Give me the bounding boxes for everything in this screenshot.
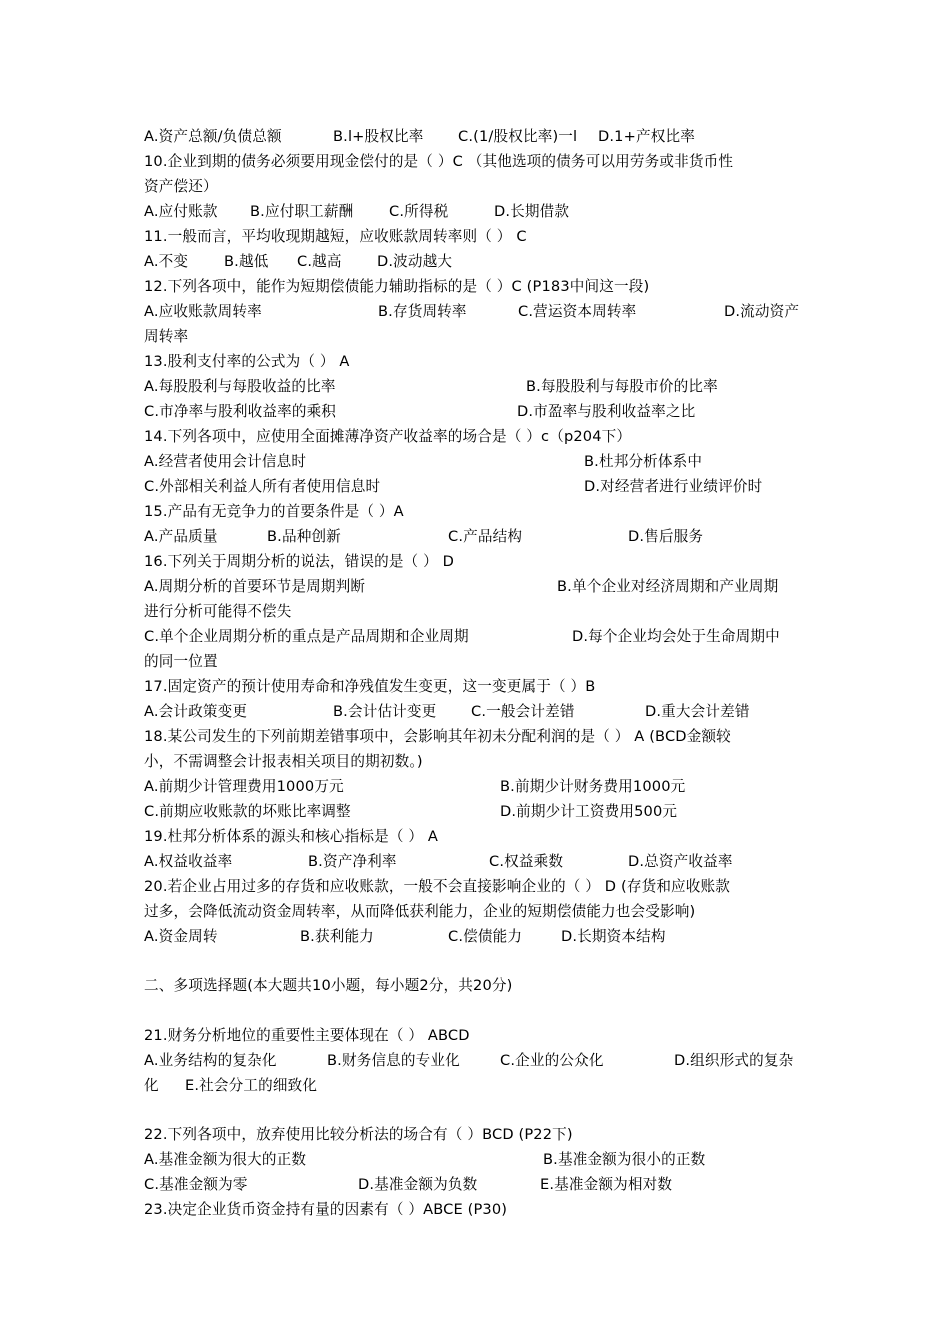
- option-b: B.每股股利与每股市价的比率: [526, 378, 718, 395]
- option-b: B.资产净利率: [308, 853, 397, 870]
- option-c: C.外部相关利益人所有者使用信息时: [144, 478, 381, 495]
- option-b: B.前期少计财务费用1000元: [500, 778, 686, 795]
- option-a: A.经营者使用会计信息时: [144, 453, 307, 470]
- option-d-cont: 周转率: [144, 328, 189, 345]
- option-d: D.对经营者进行业绩评价时: [584, 478, 763, 495]
- option-c: C.市净率与股利收益率的乘积: [144, 403, 337, 420]
- question-17: 17.固定资产的预计使用寿命和净残值发生变更，这一变更属于（ ）B: [144, 678, 596, 695]
- option-c: C.一般会计差错: [471, 703, 575, 720]
- option-a: A.应收账款周转率: [144, 303, 262, 320]
- option-c: C.单个企业周期分析的重点是产品周期和企业周期: [144, 628, 469, 645]
- question-22: 22.下列各项中，放弃使用比较分析法的场合有（ ）BCD (P22下): [144, 1126, 573, 1143]
- question-21: 21.财务分析地位的重要性主要体现在（ ） ABCD: [144, 1027, 470, 1044]
- question-14: 14.下列各项中，应使用全面摊薄净资产收益率的场合是（ ）c（p204下）: [144, 428, 632, 445]
- option-d-cont: 的同一位置: [144, 653, 218, 670]
- option-c: C.(1/股权比率)一l: [458, 128, 578, 145]
- option-b-cont: 进行分析可能得不偿失: [144, 603, 292, 620]
- option-a: A.周期分析的首要环节是周期判断: [144, 578, 366, 595]
- option-e: E.基准金额为相对数: [540, 1176, 673, 1193]
- question-18: 18.某公司发生的下列前期差错事项中，会影响其年初未分配利润的是（ ） A (BCD金额较: [144, 728, 731, 745]
- option-b: B.杜邦分析体系中: [584, 453, 703, 470]
- option-b: B.会计估计变更: [333, 703, 437, 720]
- option-b: B.基准金额为很小的正数: [543, 1151, 706, 1168]
- option-d: D.市盈率与股利收益率之比: [517, 403, 696, 420]
- option-a: A.每股股利与每股收益的比率: [144, 378, 336, 395]
- question-13: 13.股利支付率的公式为（ ） A: [144, 353, 350, 370]
- option-a: A.权益收益率: [144, 853, 233, 870]
- option-e: E.社会分工的细致化: [185, 1077, 318, 1094]
- option-c: C.营运资本周转率: [518, 303, 637, 320]
- question-19: 19.杜邦分析体系的源头和核心指标是（ ） A: [144, 828, 439, 845]
- option-c: C.偿债能力: [448, 928, 523, 945]
- question-20-cont: 过多，会降低流动资金周转率，从而降低获利能力，企业的短期偿债能力也会受影响): [144, 903, 696, 920]
- option-d: D.组织形式的复杂: [674, 1052, 794, 1069]
- option-a: A.应付账款: [144, 203, 218, 220]
- option-d: D.总资产收益率: [628, 853, 733, 870]
- option-a: A.资产总额/负债总额: [144, 128, 282, 145]
- option-b: B.存货周转率: [378, 303, 467, 320]
- option-b: B.l+股权比率: [333, 128, 424, 145]
- option-c: C.越高: [297, 253, 342, 270]
- option-d: D.长期借款: [494, 203, 570, 220]
- section-title: 二、多项选择题(本大题共10小题，每小题2分，共20分): [144, 977, 513, 994]
- option-d: D.流动资产: [724, 303, 800, 320]
- option-d-cont: 化: [144, 1077, 159, 1094]
- option-a: A.业务结构的复杂化: [144, 1052, 277, 1069]
- option-c: C.所得税: [389, 203, 449, 220]
- option-c: C.产品结构: [448, 528, 523, 545]
- option-a: A.基准金额为很大的正数: [144, 1151, 307, 1168]
- question-12: 12.下列各项中，能作为短期偿债能力辅助指标的是（ ）C (P183中间这一段): [144, 278, 650, 295]
- option-b: B.财务信息的专业化: [327, 1052, 460, 1069]
- question-11: 11.一般而言，平均收现期越短，应收账款周转率则（ ） C: [144, 228, 527, 245]
- option-c: C.基准金额为零: [144, 1176, 248, 1193]
- option-d: D.前期少计工资费用500元: [500, 803, 678, 820]
- option-d: D.售后服务: [628, 528, 704, 545]
- option-a: A.会计政策变更: [144, 703, 248, 720]
- question-20: 20.若企业占用过多的存货和应收账款，一般不会直接影响企业的（ ） D (存货和应收账款: [144, 878, 731, 895]
- option-d: D.1+产权比率: [598, 128, 695, 145]
- option-b: B.品种创新: [267, 528, 341, 545]
- option-d: D.长期资本结构: [561, 928, 666, 945]
- option-a: A.前期少计管理费用1000万元: [144, 778, 344, 795]
- option-a: A.资金周转: [144, 928, 218, 945]
- question-10-cont: 资产偿还）: [144, 178, 218, 195]
- option-c: C.权益乘数: [489, 853, 564, 870]
- option-d: D.每个企业均会处于生命周期中: [572, 628, 780, 645]
- option-a: A.产品质量: [144, 528, 218, 545]
- question-15: 15.产品有无竞争力的首要条件是（ ）A: [144, 503, 404, 520]
- option-b: B.越低: [224, 253, 269, 270]
- question-18-cont: 小，不需调整会计报表相关项目的期初数。): [144, 753, 423, 770]
- question-23: 23.决定企业货币资金持有量的因素有（ ）ABCE (P30): [144, 1201, 508, 1218]
- option-b: B.单个企业对经济周期和产业周期: [557, 578, 779, 595]
- option-b: B.应付职工薪酬: [250, 203, 354, 220]
- option-d: D.波动越大: [377, 253, 453, 270]
- option-c: C.企业的公众化: [500, 1052, 604, 1069]
- question-16: 16.下列关于周期分析的说法，错误的是（ ） D: [144, 553, 455, 570]
- option-b: B.获利能力: [300, 928, 374, 945]
- option-d: D.重大会计差错: [645, 703, 750, 720]
- question-10: 10.企业到期的债务必须要用现金偿付的是（ ）C （其他选项的债务可以用劳务或非货币性: [144, 153, 734, 170]
- option-c: C.前期应收账款的坏账比率调整: [144, 803, 351, 820]
- option-a: A.不变: [144, 253, 189, 270]
- option-d: D.基准金额为负数: [358, 1176, 478, 1193]
